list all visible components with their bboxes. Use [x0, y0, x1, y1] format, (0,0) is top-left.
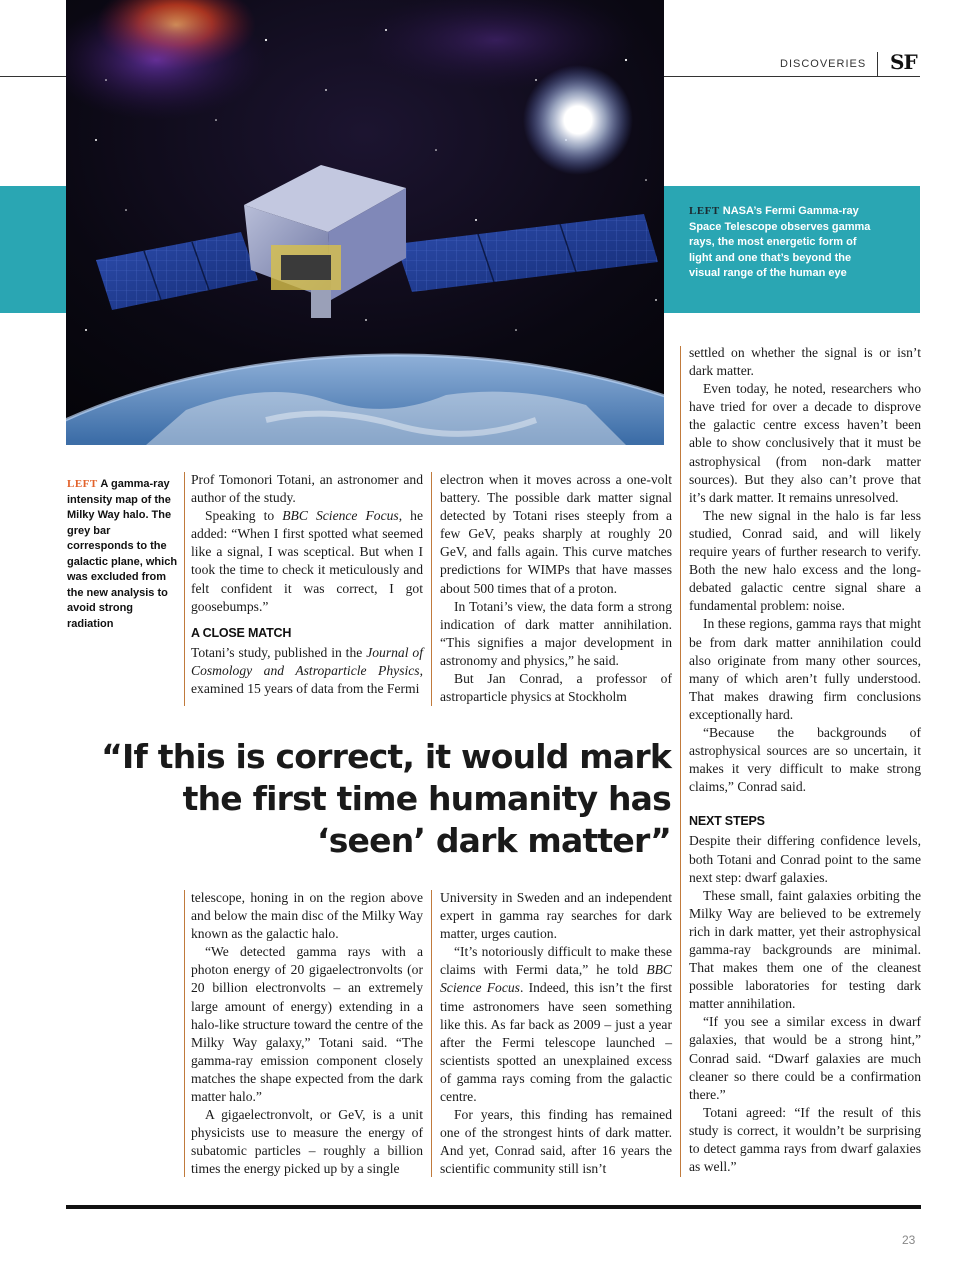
subheading-close-match: A CLOSE MATCH [191, 625, 292, 640]
paragraph: “If you see a similar excess in dwarf galaxies, that would be a strong hint,” Conrad said. “Dwarf galaxies are much cleaner so there could be a confirmation there.” [689, 1014, 921, 1102]
paragraph: A gigaelectronvolt, or GeV, is a unit physicists use to measure the energy of subatomic particles – roughly a billion times the energy picked up by a single [191, 1107, 423, 1177]
hero-image-fermi-telescope [66, 0, 664, 445]
paragraph: “We detected gamma rays with a photon energy of 20 gigaelectronvolts (or 20 billion electronvolts – an extremely large amount of energy) extending in a halo-like structure toward the centre of the Milky Way galaxy,” Totani said. “The gamma-ray emission component closely matches the shape expected from the dark matter halo.” [191, 944, 423, 1105]
article-column-1-bottom [191, 889, 423, 1179]
header-rule-left [0, 76, 66, 77]
column-rule-1-top [184, 472, 185, 706]
hero-caption-text: NASA’s Fermi Gamma-ray Space Telescope observes gamma rays, the most energetic form of light and one that’s beyond the visual range of the human eye [689, 205, 871, 280]
paragraph: Totani agreed: “If the result of this study is correct, it wouldn’t be surprising to detect gamma rays from dwarf galaxies as well.” [689, 1104, 921, 1175]
paragraph: These small, faint galaxies orbiting the Milky Way are believed to be extremely rich in dark matter, yet their astrophysical gamma-ray backgrounds are minimal. That makes them one of the cleanest possible laboratories for testing dark matter annihilation. [689, 887, 921, 1012]
column-rule-3 [680, 346, 681, 1177]
paragraph: In Totani’s view, the data form a strong indication of dark matter annihilation. “This signifies a major development in astronomy and physics,” he said. [440, 598, 672, 668]
header-rule-right [664, 76, 920, 77]
column-rule-2-top [431, 472, 432, 706]
article-column-1-top [191, 471, 423, 698]
paragraph: Even today, he noted, researchers who have tried for over a decade to disprove the galactic centre excess haven’t been able to show conclusively that it must be astrophysical (from non-dark matter sources). But they also can’t prove that it’s dark matter. It remains unresolved. [689, 381, 921, 505]
logo-divider [877, 52, 878, 76]
paragraph: Prof Tomonori Totani, an astronomer and author of the study. [191, 472, 423, 506]
map-caption-label: LEFT [67, 478, 98, 490]
paragraph: The new signal in the halo is far less studied, Conrad said, and will likely require years of further research to verify. Both the new halo excess and the long-debated galactic centre signal share a fundamental problem: noise. [689, 507, 921, 614]
magazine-logo: SF [890, 50, 917, 74]
paragraph: “It’s notoriously difficult to make these claims with Fermi data,” he told BBC Science Focus. Indeed, this isn’t the first time astronomers have seen something like this. As far back as 2009 – just a year after the Fermi telescope launched – scientists spotted an unexplained excess of gamma rays coming from the galactic centre. [440, 944, 673, 1105]
paragraph: settled on whether the signal is or isn’t dark matter. [689, 345, 921, 379]
paragraph: University in Sweden and an independent expert in gamma ray searches for dark matter, urges caution. [440, 890, 672, 942]
teal-band-left [0, 186, 66, 313]
page-number: 23 [902, 1233, 916, 1247]
column-rule-2-bottom [431, 890, 432, 1177]
section-label: DISCOVERIES [780, 58, 867, 70]
paragraph: But Jan Conrad, a professor of astroparticle physics at Stockholm [440, 671, 672, 705]
paragraph: Speaking to BBC Science Focus, he added: “When I first spotted what seemed like a signal, I was sceptical. But when I took the time to check it meticulously and felt confident it was correct, I got goosebumps.” [191, 508, 423, 614]
paragraph: In these regions, gamma rays that might be from dark matter annihilation could also originate from many other sources, many of which aren’t fully understood. That makes drawing firm conclusions exceptionally hard. [689, 616, 921, 722]
paragraph: “Because the backgrounds of astrophysical sources are so uncertain, it makes it very difficult to make strong claims,” Conrad said. [689, 724, 921, 795]
map-caption-text: A gamma-ray intensity map of the Milky Way halo. The grey bar corresponds to the galactic plane, which was excluded from the new analysis to avoid strong radiation [67, 478, 178, 630]
subheading-next-steps: NEXT STEPS [689, 814, 765, 829]
paragraph: electron when it moves across a one-volt battery. The possible dark matter signal detected by Totani rises steeply from a few GeV, peaks sharply at roughly 20 GeV, and falls again. This curve matches predictions for WIMPs that have masses about 500 times that of a proton. [440, 472, 672, 596]
paragraph: telescope, honing in on the region above and below the main disc of the Milky Way known as the galactic halo. [191, 890, 423, 942]
paragraph: For years, this finding has remained one of the strongest hints of dark matter. And yet, Conrad said, after 16 years the scientific community still isn’t [440, 1107, 672, 1177]
paragraph: Totani’s study, published in the Journal of Cosmology and Astroparticle Physics, examined 15 years of data from the Fermi [191, 644, 423, 697]
footer-rule [66, 1205, 921, 1209]
article-column-2-bottom [440, 889, 672, 1179]
paragraph: Despite their differing confidence levels, both Totani and Conrad point to the same next step: dwarf galaxies. [689, 833, 921, 885]
hero-caption [689, 204, 879, 282]
map-caption [67, 477, 179, 632]
article-column-3 [689, 344, 921, 1176]
column-rule-1-bottom [184, 890, 185, 1177]
article-column-2-top [440, 471, 672, 706]
hero-caption-label: LEFT [689, 205, 720, 217]
pull-quote: “If this is correct, it would mark the first time humanity has ‘seen’ dark matter” [101, 737, 671, 860]
